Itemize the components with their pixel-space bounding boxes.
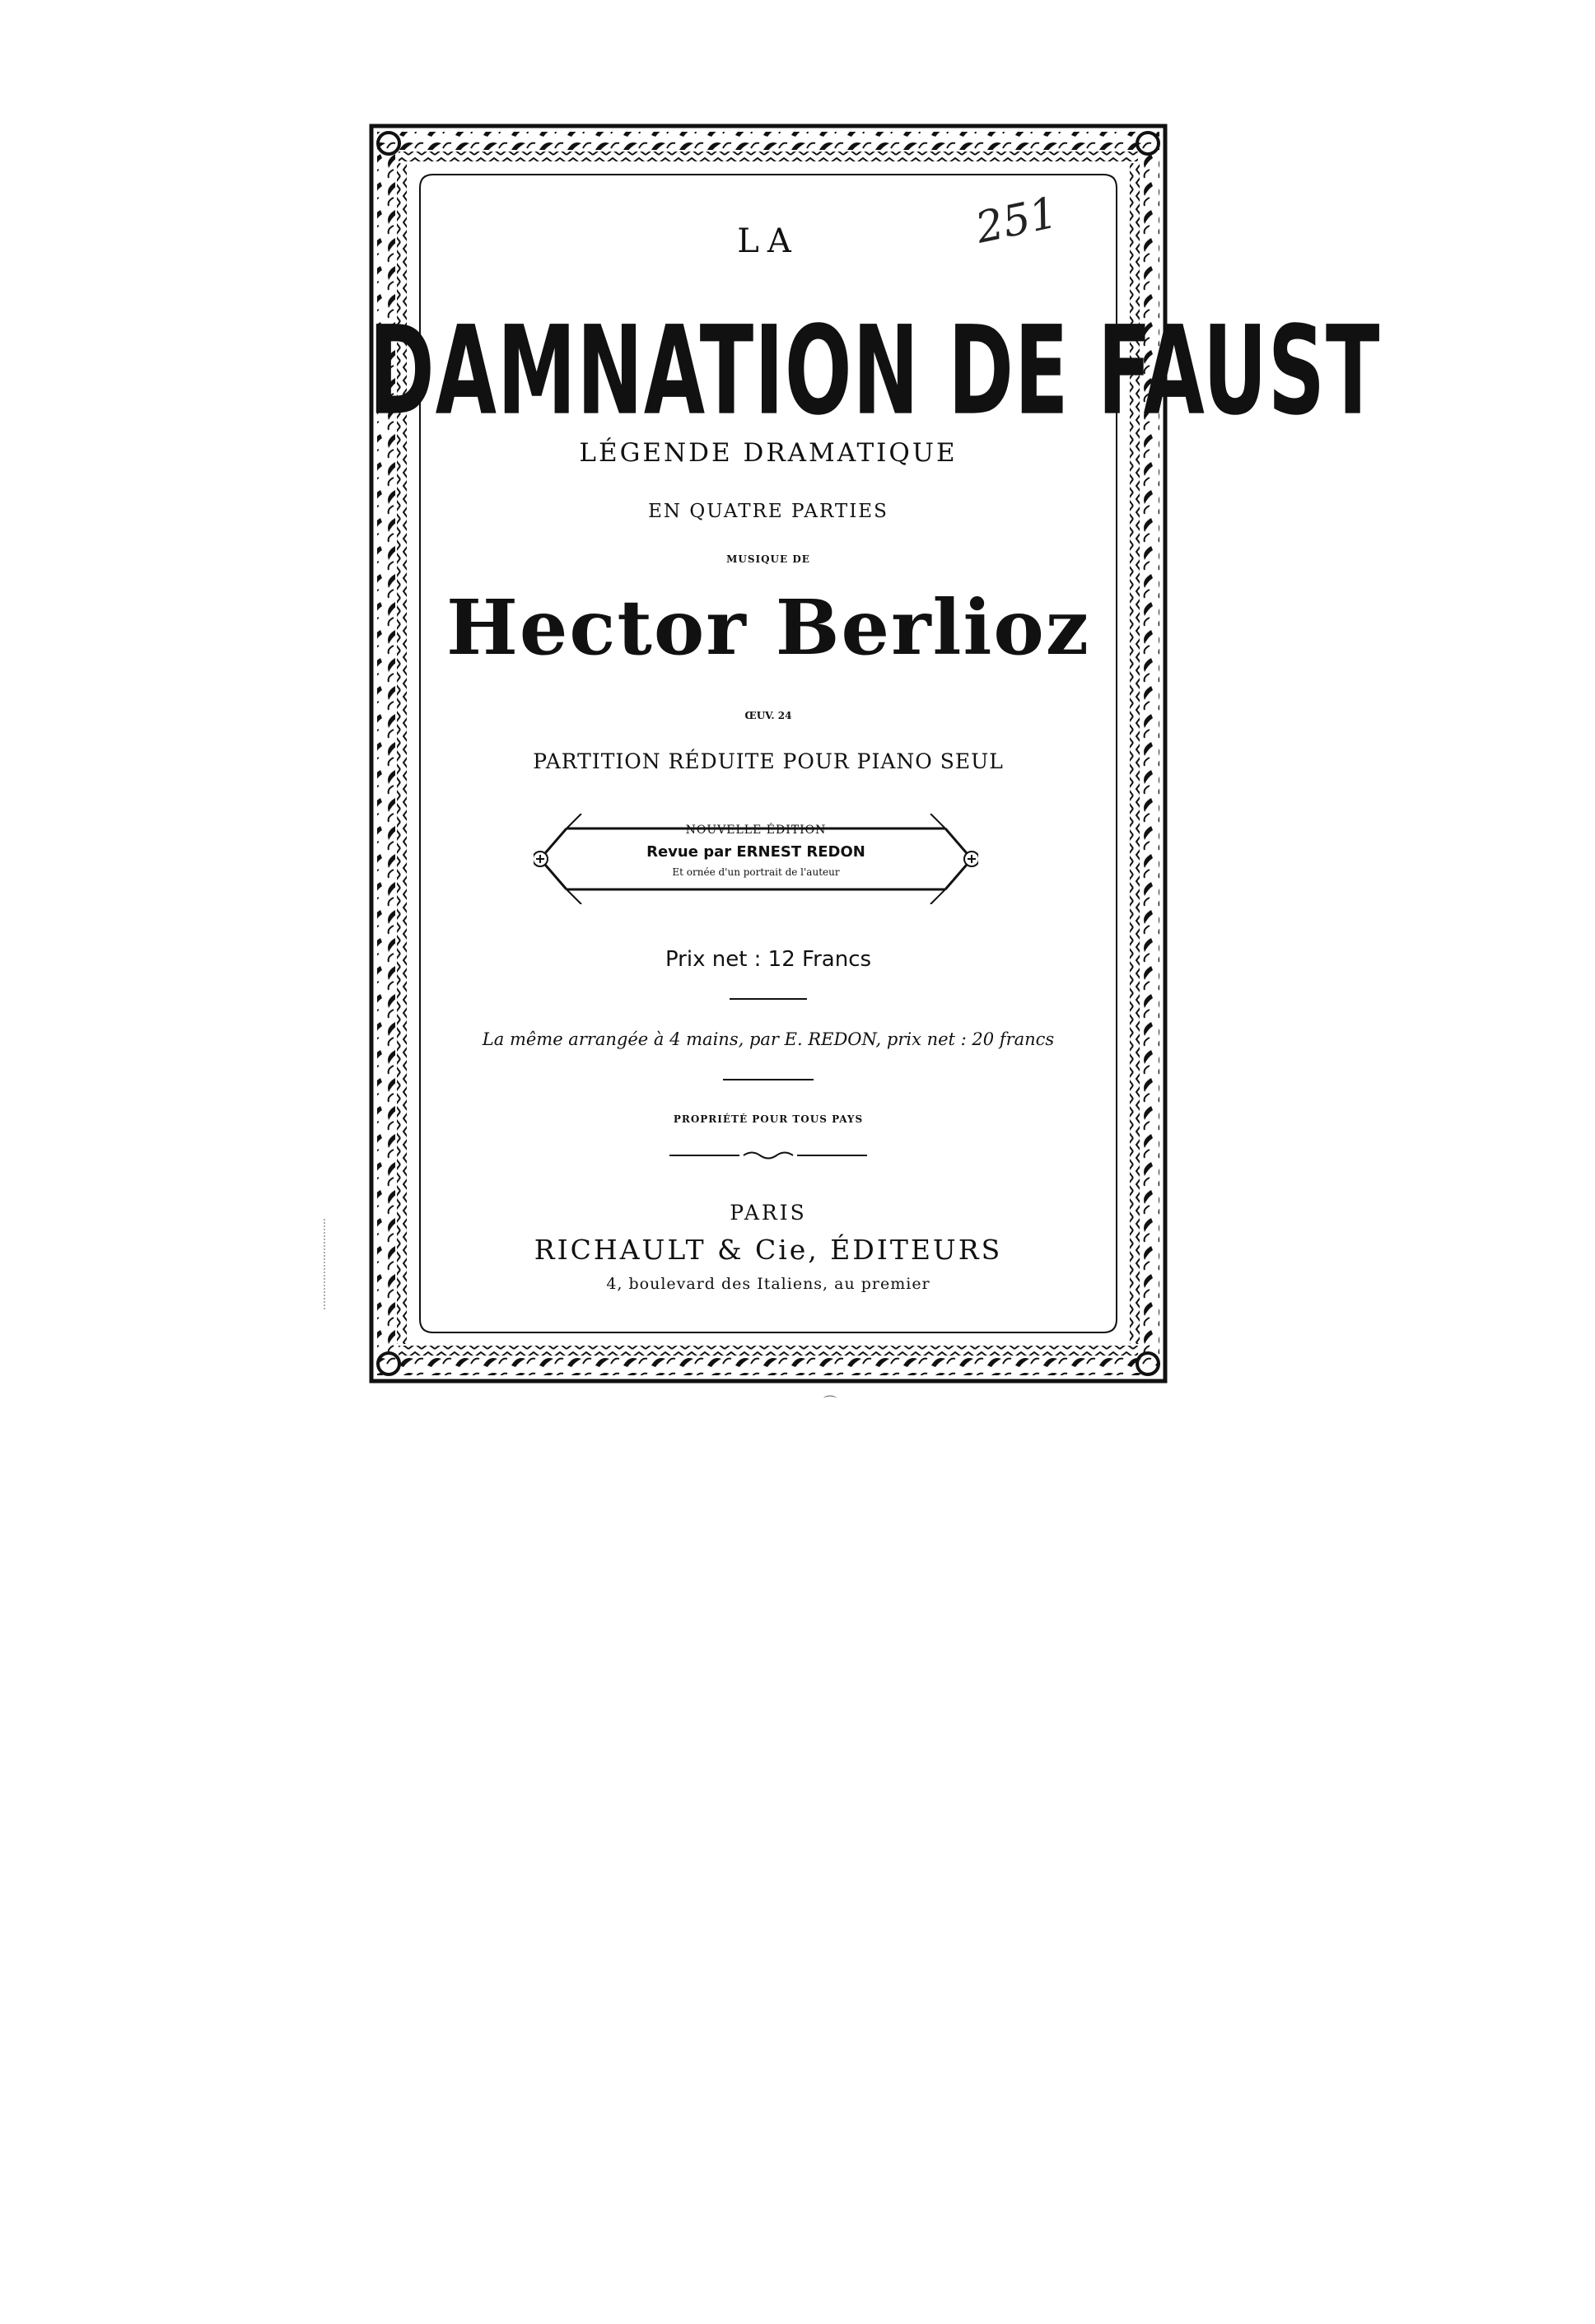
arrangement-line: PARTITION RÉDUITE POUR PIANO SEUL bbox=[533, 749, 1004, 773]
subtitle: LÉGENDE DRAMATIQUE bbox=[579, 438, 958, 468]
margin-smudge bbox=[324, 1219, 343, 1309]
opus-number: ŒUV. 24 bbox=[744, 710, 792, 721]
edition-cartouche bbox=[534, 814, 978, 904]
price-line: Prix net : 12 Francs bbox=[665, 947, 872, 972]
title-page-frame bbox=[369, 124, 1381, 1384]
title-article: LA bbox=[737, 222, 800, 260]
four-hands-line: La même arrangée à 4 mains, par E. REDON, prix net : 20 francs bbox=[482, 1029, 1055, 1049]
editor-credit: Revue par ERNEST REDON bbox=[646, 843, 865, 861]
music-by-label: MUSIQUE DE bbox=[726, 553, 810, 565]
publisher-address: 4, boulevard des Italiens, au premier bbox=[606, 1275, 930, 1293]
stray-mark: ⌒ bbox=[823, 1394, 837, 1410]
edition-label: NOUVELLE ÉDITION bbox=[685, 824, 827, 837]
divider-rule bbox=[730, 998, 807, 1000]
parts-line: EN QUATRE PARTIES bbox=[648, 501, 888, 522]
handwritten-shelfmark: 251 bbox=[971, 188, 1062, 254]
composer-name: Hector Berlioz bbox=[445, 583, 1091, 672]
publisher: RICHAULT & Cie, ÉDITEURS bbox=[534, 1234, 1003, 1266]
rights-line: PROPRIÉTÉ POUR TOUS PAYS bbox=[673, 1113, 864, 1125]
divider-rule bbox=[723, 1079, 814, 1080]
portrait-note: Et ornée d'un portrait de l'auteur bbox=[672, 866, 840, 878]
main-title: DAMNATION DE FAUST bbox=[369, 299, 1381, 443]
city: PARIS bbox=[730, 1201, 807, 1225]
ornamental-divider bbox=[669, 1150, 867, 1161]
